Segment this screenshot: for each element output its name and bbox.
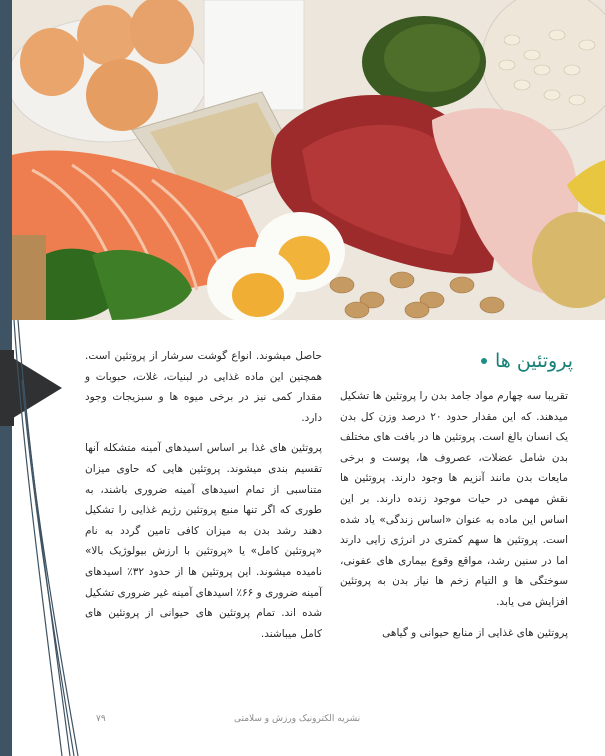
paragraph: حاصل میشوند. انواع گوشت سرشار از پروتئین است. همچنین این ماده غذایی در لبنیات، غلات، حبوبات و مقدار کمی نیز در برخی میوه ها و سبزیجات وجود دارد. <box>85 350 322 424</box>
page-number: ۷۹ <box>96 714 106 724</box>
magazine-name: نشریه الکترونیک ورزش و سلامتی <box>234 714 361 724</box>
left-text-column <box>85 346 322 654</box>
page-footer <box>0 710 605 730</box>
paragraph: پروتئین های غذا بر اساس اسیدهای آمینه متشکله آنها تقسیم بندی میشوند. پروتئین هایی که حاوی میزان متناسبی از تمام اسیدهای آمینه ضروری باشند، به طوری که اگر تنها منبع پروتئین رژیم غذایی را تشکیل دهند رشد بدن به میزان کافی تامین گردد به نام «پروتئین کامل» یا «پروتئین با ارزش بیولوژیک بالا» نامیده میشوند. این پروتئین ها از حدود ۳۲٪ اسیدهای آمینه ضروری و ۶۶٪ اسیدهای آمینه غیر ضروری تشکیل شده اند. تمام پروتئین های حیوانی از پروتئین های کامل میباشند. <box>85 442 323 640</box>
right-text-column <box>340 386 568 653</box>
paragraph: تقریبا سه چهارم مواد جامد بدن را پروتئین ها تشکیل میدهند. که این مقدار حدود ۲۰ درصد وزن کل بدن یک انسان بالغ است. پروتئین ها در بافت های مختلف بدن شامل عضلات، عصروف ها، پوست و برخی مایعات بدن مانند آنزیم ها وجود دارند. پروتئین ها نقش مهمی در حیات موجود زنده دارند. بر این اساس این ماده به عنوان «اساس زندگی» یاد شده است. پروتئین ها سهم کمتری در انرژی زایی دارند اما در سنین رشد، مواقع وقوع بیماری های عفونی، سوختگی ها و التیام زخم ها نیاز بدن به پروتئین افزایش می یابد. <box>340 390 568 608</box>
section-title: پروتئین ها <box>494 350 573 372</box>
paragraph: پروتئین های غذایی از منابع حیوانی و گیاهی <box>382 626 568 639</box>
bullet-icon <box>481 358 487 364</box>
section-heading <box>481 350 573 372</box>
protein-foods-photo <box>12 0 605 320</box>
arrow-tab <box>0 350 62 426</box>
